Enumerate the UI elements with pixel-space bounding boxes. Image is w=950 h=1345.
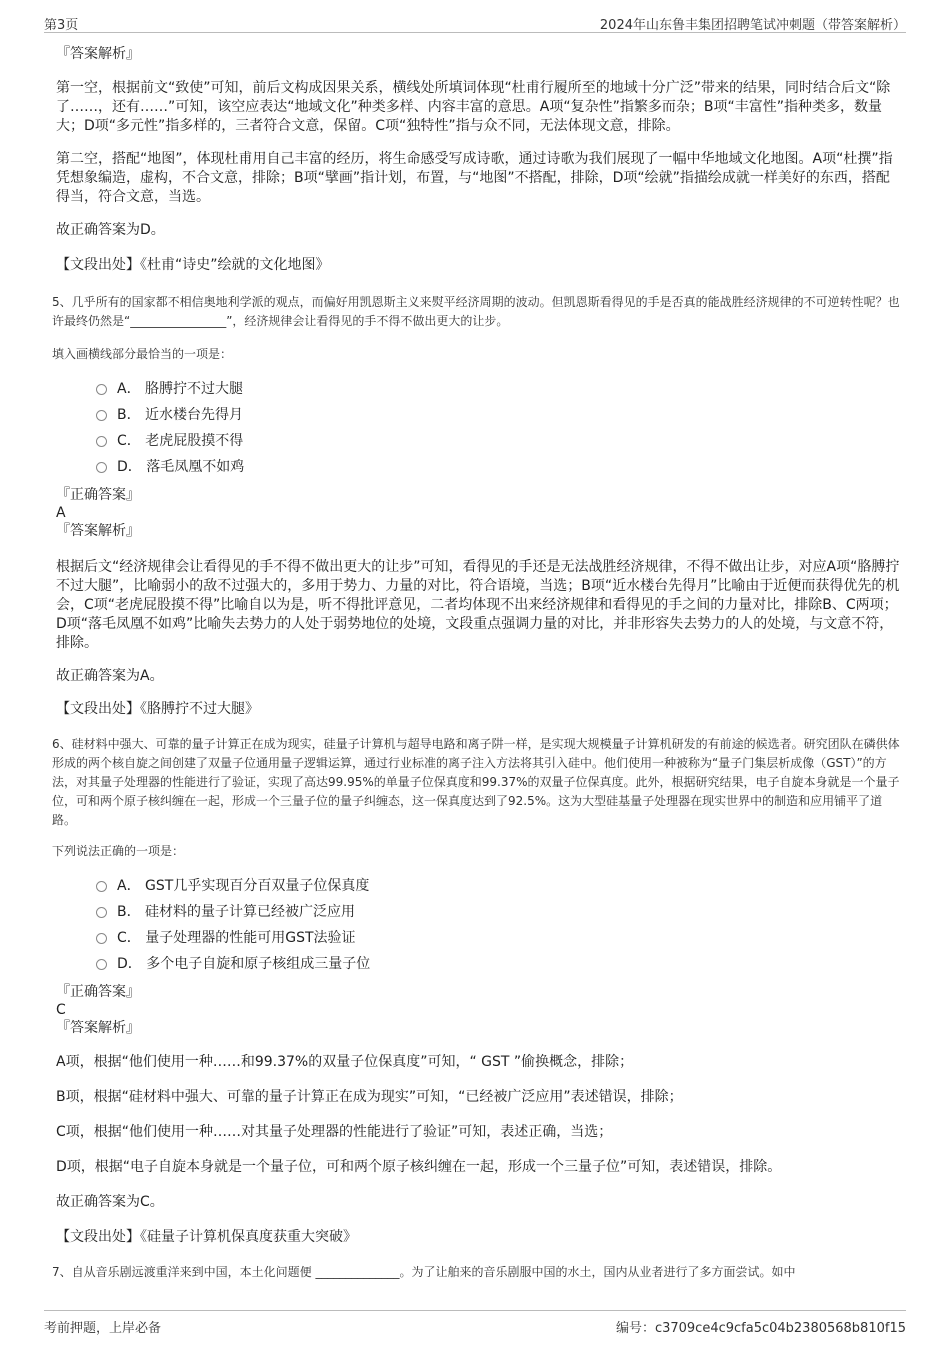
source-citation: 【文段出处】《胳膊拧不过大腿》 <box>56 701 259 717</box>
question-prompt: 填入画横线部分最恰当的一项是： <box>52 347 233 361</box>
correct-answer-label: 『正确答案』 <box>56 487 140 503</box>
analysis-item: C项，根据“他们使用一种……对其量子处理器的性能进行了验证”可知，表述正确，当选； <box>56 1124 613 1140</box>
page-footer <box>44 1310 906 1335</box>
radio-icon[interactable] <box>96 959 107 970</box>
analysis-label: 『答案解析』 <box>56 1020 140 1036</box>
question-7-text: 7、自从音乐剧远渡重洋来到中国，本土化问题便 ______________。为了让舶来的音乐剧服中国的水土，国内从业者进行了多方面尝试。如中 <box>52 1265 796 1279</box>
radio-icon[interactable] <box>96 933 107 944</box>
analysis-paragraph: 第二空，搭配“地图”，体现杜甫用自己丰富的经历，将生命感受写成诗歌，通过诗歌为我们展现了一幅中华地域文化地图。A项“杜撰”指凭想象编造，虚构，不合文意，排除；B项“擘画”指计划，布置，与“地图”不搭配，排除，D项“绘就”指描绘成就一样美好的东西，搭配得当，符合文意，当选。 <box>56 151 893 205</box>
question-6-text: 6、硅材料中强大、可靠的量子计算正在成为现实，硅量子计算机与超导电路和离子阱一样，是实现大规模量子计算机研发的有前途的候选者。研究团队在磷供体形成的两个核自旋之间创建了双量子位通用量子逻辑运算，通过行业标准的离子注入方法将其引入硅中。他们使用一种被称为“量子门集层析成像（GST）”的方法，对其量子处理器的性能进行了验证，实现了高达99.95%的单量子位保真度和99.37%的双量子位保真度。此外，根据研究结果，电子自旋本身就是一个量子位，可和两个原子核纠缠在一起，形成一个三量子位的量子纠缠态，这一保真度达到了92.5%。这为大型硅基量子处理器在现实世界中的制造和应用铺平了道路。 <box>52 737 900 827</box>
source-citation: 【文段出处】《硅量子计算机保真度获重大突破》 <box>56 1229 357 1245</box>
question-6-options <box>56 873 900 977</box>
option-a[interactable]: A． 胳膊拧不过大腿 <box>96 376 900 402</box>
option-b[interactable]: B． 近水楼台先得月 <box>96 402 900 428</box>
option-c[interactable]: C． 老虎屁股摸不得 <box>96 428 900 454</box>
analysis-item: A项，根据“他们使用一种……和99.37%的双量子位保真度”可知，“ GST ”偷换概念，排除； <box>56 1054 634 1070</box>
analysis-item: B项，根据“硅材料中强大、可靠的量子计算正在成为现实”可知，“已经被广泛应用”表述错误，排除； <box>56 1089 683 1105</box>
correct-answer-label: 『正确答案』 <box>56 984 140 1000</box>
document-title: 2024年山东鲁丰集团招聘笔试冲刺题（带答案解析） <box>599 18 906 33</box>
analysis-label: 『答案解析』 <box>56 523 140 539</box>
radio-icon[interactable] <box>96 410 107 421</box>
page-content <box>52 44 900 1282</box>
option-d[interactable]: D． 落毛凤凰不如鸡 <box>96 454 900 480</box>
option-a[interactable]: A． GST几乎实现百分百双量子位保真度 <box>96 873 900 899</box>
option-c[interactable]: C． 量子处理器的性能可用GST法验证 <box>96 925 900 951</box>
source-citation: 【文段出处】《杜甫“诗史”绘就的文化地图》 <box>56 257 330 273</box>
analysis-label: 『答案解析』 <box>56 46 140 62</box>
correct-answer-value: A <box>56 505 66 521</box>
analysis-paragraph: 第一空，根据前文“致使”可知，前后文构成因果关系，横线处所填词体现“杜甫行履所至的地域十分广泛”带来的结果，同时结合后文“除了……，还有……”可知，该空应表达“地域文化”种类多样、内容丰富的意思。A项“复杂性”指繁多而杂；B项“丰富性”指种类多，数量大；D项“多元性”指多样的，三者符合文意，保留。C项“独特性”指与众不同，无法体现文意，排除。 <box>56 80 891 134</box>
radio-icon[interactable] <box>96 907 107 918</box>
question-5-text: 5、几乎所有的国家都不相信奥地利学派的观点，而偏好用凯恩斯主义来熨平经济周期的波动。但凯恩斯看得见的手是否真的能战胜经济规律的不可逆转性呢？也许最终仍然是“________________”，经济规律会让看得见的手不得不做出更大的让步。 <box>52 295 900 328</box>
analysis-item: D项，根据“电子自旋本身就是一个量子位，可和两个原子核纠缠在一起，形成一个三量子位”可知，表述错误，排除。 <box>56 1159 782 1175</box>
radio-icon[interactable] <box>96 384 107 395</box>
option-b[interactable]: B． 硅材料的量子计算已经被广泛应用 <box>96 899 900 925</box>
radio-icon[interactable] <box>96 881 107 892</box>
option-d[interactable]: D． 多个电子自旋和原子核组成三量子位 <box>96 951 900 977</box>
answer-conclusion: 故正确答案为A。 <box>56 668 164 684</box>
footer-slogan: 考前押题，上岸必备 <box>44 1321 162 1336</box>
question-prompt: 下列说法正确的一项是： <box>52 844 185 858</box>
question-5-options <box>56 376 900 480</box>
answer-conclusion: 故正确答案为D。 <box>56 222 165 238</box>
answer-conclusion: 故正确答案为C。 <box>56 1194 164 1210</box>
page-header <box>44 12 906 33</box>
radio-icon[interactable] <box>96 462 107 473</box>
correct-answer-value: C <box>56 1002 66 1018</box>
analysis-paragraph: 根据后文“经济规律会让看得见的手不得不做出更大的让步”可知，看得见的手还是无法战胜经济规律，不得不做出让步，对应A项“胳膊拧不过大腿”，比喻弱小的敌不过强大的，多用于势力、力量的对比，符合语境，当选；B项“近水楼台先得月”比喻由于近便而获得优先的机会，C项“老虎屁股摸不得”比喻自以为是，听不得批评意见，二者均体现不出来经济规律和看得见的手之间的力量对比，排除B、C两项；D项“落毛凤凰不如鸡”比喻失去势力的人处于弱势地位的处境，文段重点强调力量的对比，并非形容失去势力的人的处境，与文意不符，排除。 <box>56 559 900 651</box>
document-id: 编号：c3709ce4c9cfa5c04b2380568b810f15 <box>615 1321 906 1336</box>
page-number: 第3页 <box>44 18 79 33</box>
radio-icon[interactable] <box>96 436 107 447</box>
